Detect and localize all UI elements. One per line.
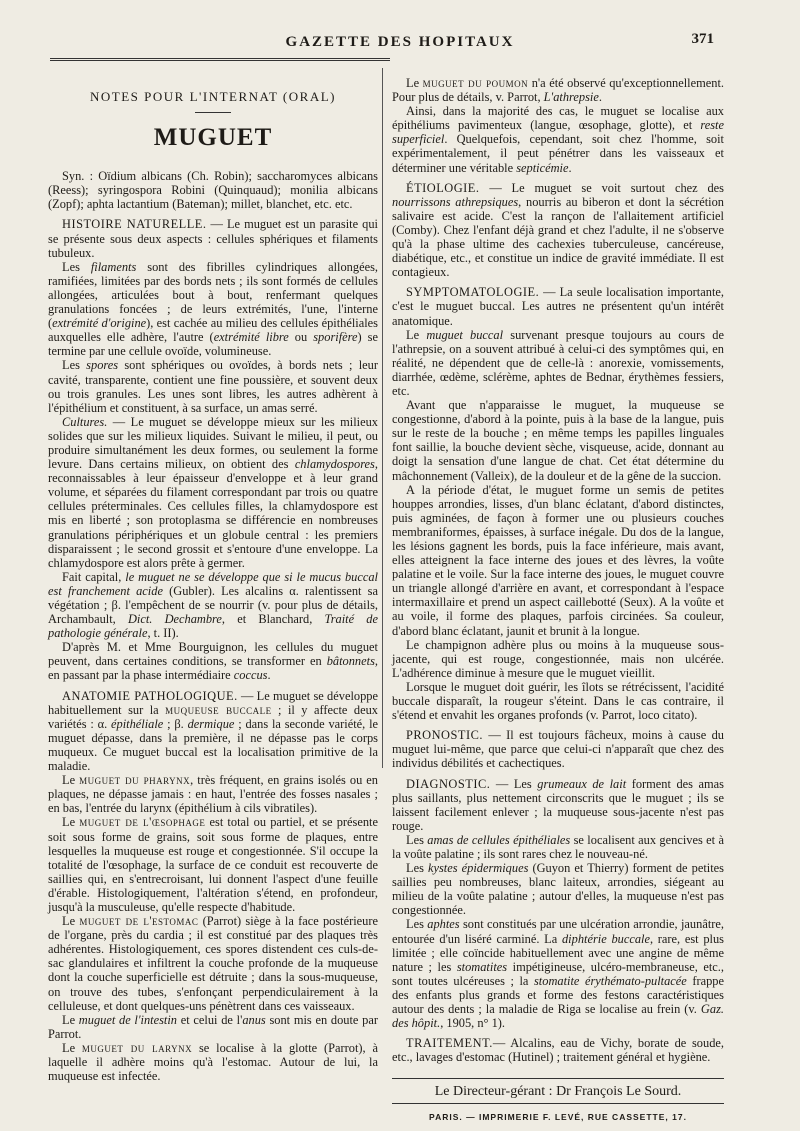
text-run: , reconnaissables à leur épaisseur d'enveloppe et à leur grand volume, et séparées du filament correspondant par trois ou quatre cellules préterminales. Ces cellules filles, la chlamydospore est mis en liberté ; son protoplasma se différencie en nombreuses granulations périphériques et un globule central : les premiers disparaissent ; le second grossit et s'entoure d'une enveloppe. La chlamydospore est alors prête à germer. <box>48 457 378 570</box>
director-line: Le Directeur-gérant : Dr François Le Sourd. <box>392 1085 724 1104</box>
reference: Gaz. des hôpit. <box>392 1002 724 1031</box>
text-run: Fait capital, <box>62 569 126 584</box>
text-run: Le <box>62 1012 79 1027</box>
oesophagus-paragraph <box>48 815 378 914</box>
text-run: Le <box>62 815 80 830</box>
text-run: est total ou partiel, et se présente soit sous forme de grains, soit sous forme de plaques, entre lesquelles la muqueuse est rouge et congestionnée. S'il occupe la totalité de l'œsophage, la surface de ce conduit est recouverte de saillies qui, en s'entrecroisant, lui donnent l'aspect d'une feuille d'érable. Histologiquement, l'altération s'étend, en profondeur, jusqu'à la musculeuse, qu'elle respecte d'habitude. <box>48 815 378 914</box>
term: muguet buccal <box>426 327 504 342</box>
text-run: Le <box>62 773 80 788</box>
term: extrémité d'origine <box>52 316 147 331</box>
term: grumeaux de lait <box>537 776 627 791</box>
text-run: Ainsi, dans la majorité des cas, le muguet se localise aux épithéliums pavimenteux (langue, œsophage, glotte), et <box>392 104 724 133</box>
text-run: , en passant par la phase intermédiaire <box>48 654 378 683</box>
synonyms-paragraph <box>48 169 378 211</box>
term: amas de cellules épithéliales <box>427 832 571 847</box>
text-run: — Les <box>490 776 538 791</box>
text-run: et celui de l' <box>177 1012 243 1027</box>
text-run: sont des fibrilles cylindriques allongées, ramifiées, limitées par des bords nets ; ils sont formés de cellules allongées, articulées bout à bout, renfermant quelques granulations foncées ; de leurs extrémités, l'une, l'interne ( <box>48 259 378 331</box>
term: muguet du pharynx <box>79 773 191 788</box>
term: muqueuse buccale <box>165 702 272 717</box>
text-run: Les <box>406 832 428 847</box>
term: L'athrepsie <box>543 90 599 105</box>
syn-label: Syn. : <box>62 169 94 184</box>
symptomatology-paragraph <box>392 285 724 327</box>
text-run: ; il y affecte deux variétés : α. <box>48 702 378 731</box>
filaments-paragraph <box>48 260 378 359</box>
cultures-paragraph <box>48 415 378 570</box>
text-run: Les <box>62 259 91 274</box>
text-run: ; dans la seconde variété, le muguet dépasse, dans la première, il ne dépasse pas le corps muqueux. Ce muguet buccal est la localisation primitive de la maladie. <box>48 716 379 774</box>
text-run: ou <box>288 330 314 345</box>
text-run: Le <box>406 327 427 342</box>
text-run: sont mis en doute par Parrot. <box>48 1012 378 1041</box>
aphtes-paragraph <box>392 917 724 1030</box>
bourguignon-paragraph <box>48 640 378 682</box>
text-run: , rare, est plus limitée ; elle coïncide habituellement avec une angine de même nature ; les <box>392 931 724 974</box>
text-run: — Il est toujours fâcheux, moins à cause du muguet lui-même, que parce que celui-ci n'apparaît que chez des individus débilités et cachectiques. <box>392 728 724 771</box>
text-run: — Alcalins, eau de Vichy, borate de soude, etc., lavages d'estomac (Hutinel) ; traitement général et hygiène. <box>392 1036 724 1065</box>
text-run: D'après M. et Mme Bourguignon, les cellules du muguet peuvent, dans certaines conditions, se transformer en <box>48 640 378 669</box>
text-run: Les <box>406 917 428 932</box>
text-run: Les <box>406 861 428 876</box>
larynx-paragraph <box>48 1041 378 1083</box>
text-run: sont sphériques ou ovoïdes, à bords nets ; leur cavité, transparente, contient une fine poussière, et souvent deux ou trois granules. Les unes sont libres, les autres adhèrent à l'épithélium et constituent, à sa surface, un amas serré. <box>48 358 378 415</box>
text-run: , nourris au biberon et dont la sécrétion salivaire est acide. C'est la rançon de l'allaitement artificiel (Comby). Chez l'enfant déjà grand et chez l'adulte, il ne s'observe qu'à la phase ultime des cachexies tuberculeuse, cancéreuse, diabétique, etc., et constitue un indice de gravité immédiate. Il est contagieux. <box>392 194 724 280</box>
state-paragraph: A la période d'état, le muguet forme un semis de petites houppes arrondies, lisses, d'un blanc éclatant, d'abord distinctes, puis agminées, de façon à former une ou plusieurs couches membraniformes, épaisses, à surface inégale. Du dos de la langue, les lésions gagnent les bords, puis la face inférieure, mais avant, elles atteignent la face interne des joues et des lèvres, la voûte palatine et le voile. Sur la face interne des joues, le muguet couvre un triangle allongé d'arrière en avant, et correspondant à l'espace intermaxillaire et prend un aspect caillebotté (Seux). A la voûte et au voile, il forme des plaques, parfois circinées. Sa couleur, d'abord blanc éclatant, jaunit et brunit à la longue. <box>392 482 724 638</box>
buccal-paragraph <box>392 328 724 398</box>
text-run: (Gubler). Les alcalins α. ralentissent sa végétation ; β. l'empêchent de se nourrir (v. pour plus de détails, Archambault, <box>48 583 379 627</box>
text-run: . Quelquefois, cependant, soit chez l'homme, soit expérimentalement, il peut pénétrer dans les vaisseaux et déterminer une véritable <box>392 132 724 175</box>
text-run: — Le muguet se développe mieux sur les milieux solides que sur les milieux liquides. Suivant le milieu, il peut, ou produire simultanément les deux formes, ou seulement la forme levure. Dans certains milieux, on obtient des <box>48 414 378 472</box>
term: chlamydospores <box>294 457 375 472</box>
prognosis-paragraph <box>392 728 724 770</box>
diagnosis-paragraph <box>392 777 724 833</box>
term: extrémité libre <box>213 330 289 345</box>
text-run: ) se termine par une cellule ovoïde, volumineuse. <box>48 330 378 359</box>
natural-history-text: — Le muguet est un parasite qui se présente sous deux aspects : cellules sphériques et filaments tubuleux. <box>48 217 378 260</box>
lung-paragraph <box>392 76 724 104</box>
term: muguet de l'intestin <box>78 1012 177 1027</box>
text-run: se localisent aux gencives et à la voûte palatine ; ils sont rares chez le nouveau-né. <box>392 832 724 861</box>
pathology-label: ANATOMIE PATHOLOGIQUE. <box>62 688 238 703</box>
cysts-paragraph <box>392 861 724 917</box>
natural-history-paragraph <box>48 217 378 259</box>
term: bâtonnets <box>326 654 375 669</box>
reference: Dict. Dechambre <box>127 612 222 627</box>
onset-paragraph: Avant que n'apparaisse le muguet, la muqueuse se congestionne, d'abord à la pointe, puis à la base de la langue, puis sur le reste de la bouche ; en même temps les papilles linguales font saillie, la bouche devient sèche, visqueuse, acide, donnant au doigt la sensation d'une langue de chat. Cet état détermine du mâchonnement (Valleix), de la douleur et de la gêne de la succion. <box>392 398 724 483</box>
text-run: n'a été observé qu'exceptionnellement. Pour plus de détails, v. Parrot, <box>392 76 724 105</box>
stomach-paragraph <box>48 914 378 1013</box>
term: stomatite érythémato-pultacée <box>533 973 687 988</box>
term: kystes épidermiques <box>427 861 529 876</box>
text-run: , 1905, n° 1). <box>440 1016 506 1031</box>
term: diphtérie buccale <box>561 931 650 946</box>
text-run: (Guyon et Thierry) forment de petites saillies peu nombreuses, blanc laiteux, arrondies, siégeant au milieu de la voûte palatine ; autour d'elles, la muqueuse n'est pas congestionnée. <box>392 861 724 918</box>
text-run: ; β. <box>163 716 188 731</box>
term: stomatites <box>456 959 508 974</box>
term: épithéliale <box>111 716 164 731</box>
pathology-paragraph <box>48 689 378 774</box>
text-run: frappe des enfants plus grands et forme des festons caractéristiques autour des dents ; la maladie de Riga se localise au frein (v. <box>392 973 724 1016</box>
text-run: , et Blanchard, <box>221 612 325 627</box>
running-title: GAZETTE DES HOPITAUX <box>285 34 515 50</box>
term: anus <box>242 1012 266 1027</box>
syn-text: Oïdium albicans (Ch. Robin); saccharomyces albicans (Reess); syringospora Robini (Quinquaud); monilia albicans (Zopf); aphta lactantium (Bateman); millet, blanchet, etc. etc. <box>48 169 378 212</box>
intestine-paragraph <box>48 1013 378 1041</box>
text-run: , t. II). <box>147 626 179 641</box>
header-rule <box>50 58 390 61</box>
term: aphtes <box>427 917 460 932</box>
term: filaments <box>90 259 137 274</box>
text-run: — Le muguet se voit surtout chez des <box>479 180 724 195</box>
text-run: — Le muguet se développe habituellement sur la <box>48 688 378 717</box>
footer-rule <box>392 1078 724 1079</box>
term: muguet de l'estomac <box>79 914 199 929</box>
text-run: forment des amas plus saillants, plus nettement circonscrits que le muguet ; ils se laissent facilement enlever ; la muqueuse sous-jacente n'est pas rouge. <box>392 776 724 833</box>
text-run: . <box>568 160 572 175</box>
text-run: Le <box>62 1040 82 1055</box>
adherence-paragraph: Le champignon adhère plus ou moins à la muqueuse sous-jacente, qui est rouge, congestionnée, mais non ulcérée. L'adhérence diminue à mesure que le muguet vieillit. <box>392 637 724 680</box>
pharynx-paragraph <box>48 773 378 815</box>
treatment-paragraph <box>392 1036 724 1064</box>
text-run: se localise à la glotte (Parrot), à laquelle il adhère moins qu'à l'estomac. Autour de lui, la muqueuse est infectée. <box>48 1040 379 1084</box>
term: septicémie <box>516 160 569 175</box>
text-run: Les <box>62 358 87 373</box>
symptomatology-label: SYMPTOMATOLOGIE. <box>406 285 540 300</box>
text-run: impétigineuse, ulcéro-membraneuse, etc., sont toutes ulcéreuses ; la <box>392 959 724 988</box>
diagnosis-label: DIAGNOSTIC. <box>406 776 491 791</box>
text-run: Le <box>406 76 423 90</box>
term: sporifère <box>313 330 358 345</box>
term: nourrissons athrepsiques <box>392 194 519 209</box>
term: le muguet ne se développe que si le mucus buccal est franchement acide <box>48 569 378 598</box>
title-rule <box>195 112 231 113</box>
page-number: 371 <box>691 31 714 47</box>
epithelial-paragraph <box>392 833 724 861</box>
text-run: survenant presque toujours au cours de l'athrepsie, on a souvent attribué à celui-ci des symptômes qui, en réalité, ne dépendent que de celle-là : anorexie, vomissements, diarrhée, œdème, sclérème, aphtes de Bednar, érythèmes fessiers, etc. <box>392 327 725 398</box>
column-divider <box>382 68 383 768</box>
right-column <box>392 76 724 1125</box>
etiology-paragraph <box>392 181 724 280</box>
term: reste superficiel <box>392 118 724 147</box>
treatment-label: TRAITEMENT. <box>406 1036 493 1051</box>
term: dermique <box>187 716 235 731</box>
text-run: — La seule localisation importante, c'est le muguet buccal. Les autres ne présentent qu'un intérêt anatomique. <box>392 285 724 328</box>
term: coccus <box>233 668 268 683</box>
text-run: sont constitués par une ulcération arrondie, jaunâtre, entourée d'un liséré carminé. La <box>392 917 724 946</box>
term: muguet de l'œsophage <box>79 815 206 830</box>
text-run: , très fréquent, en grains isolés ou en plaques, ne dépasse jamais : en haut, l'entrée des fosses nasales ; en bas, l'entrée du larynx (épithélium à cils vibratiles). <box>48 773 379 816</box>
etiology-label: ÉTIOLOGIE. <box>406 180 480 195</box>
text-run: Le <box>62 914 80 929</box>
text-run: . <box>267 668 271 683</box>
section-label: NOTES POUR L'INTERNAT (ORAL) <box>90 89 336 104</box>
summary-paragraph <box>392 104 724 174</box>
text-run: ), est cachée au milieu des cellules épithéliales auxquelles elle adhère, l'autre ( <box>48 316 378 345</box>
term: Cultures. <box>62 414 108 429</box>
outcome-paragraph: Lorsque le muguet doit guérir, les îlots se rétrécissent, l'acidité buccale disparaît, la rougeur s'éteint. Dans le cas contraire, il s'étend et envahit les organes profonds (v. Parrot, loco citato). <box>392 679 724 723</box>
term: muguet du larynx <box>81 1040 193 1055</box>
spores-paragraph <box>48 358 378 414</box>
fait-capital-paragraph <box>48 570 378 640</box>
article-title: MUGUET <box>153 124 273 152</box>
printer-line: PARIS. — IMPRIMERIE F. LEVÉ, RUE CASSETTE, 17. <box>429 1112 687 1123</box>
term: muguet du poumon <box>422 76 529 90</box>
left-column <box>48 86 378 1083</box>
prognosis-label: PRONOSTIC. <box>406 728 483 743</box>
text-run: . <box>598 90 602 105</box>
natural-history-label: HISTOIRE NATURELLE. <box>62 217 207 232</box>
term: spores <box>86 358 119 373</box>
text-run: (Parrot) siège à la face postérieure de l'organe, près du cardia ; il est constitué par des plaques très adhérentes. Histologiquement, ces spores distendent ces culs-de-sac glandulaires et infiltrent la couche profonde de la muqueuse dont la couche superficielle est détruite ; dans la sous-muqueuse, on trouve des tubes, s'enfonçant perpendiculairement à la celluleuse, et dont quelques-uns pénètrent dans ces vaisseaux. <box>48 914 379 1013</box>
reference: Traité de pathologie générale <box>48 612 378 641</box>
